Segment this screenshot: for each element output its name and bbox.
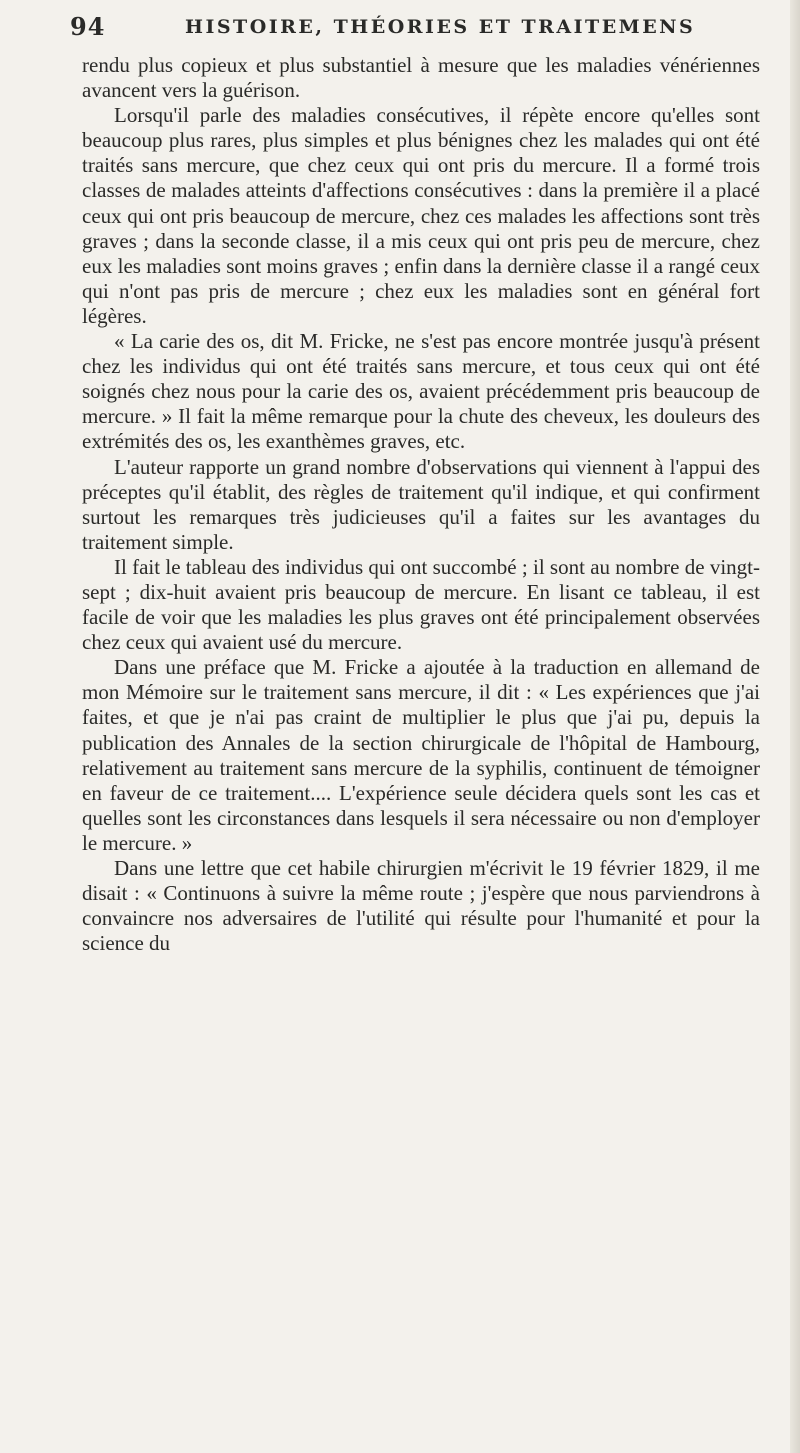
paragraph-1: rendu plus copieux et plus substantiel à mesure que les maladies vénériennes avancent vers la guérison. xyxy=(82,53,760,103)
page-header xyxy=(70,12,760,52)
paragraph-5: Il fait le tableau des individus qui ont succombé ; il sont au nombre de vingt-sept ; dix-huit avaient pris beaucoup de mercure. En lisant ce tableau, il est facile de voir que les maladies les plus graves ont été principalement observées chez ceux qui avaient usé du mercure. xyxy=(82,554,760,655)
paragraph-6: Dans une préface que M. Fricke a ajoutée à la traduction en allemand de mon Mémoire sur le traitement sans mercure, il dit : « Les expériences que j'ai faites, et que je n'ai pas craint de multiplier le plus que j'ai pu, depuis la publication des Annales de la section chirurgicale de l'hôpital de Hambourg, relativement au traitement sans mercure de la syphilis, continuent de témoigner en faveur de ce traitement.... L'expérience seule décidera quels sont les cas et quelles sont les circonstances dans lesquels il sera nécessaire ou non d'employer le mercure. » xyxy=(82,655,760,855)
body-text xyxy=(82,53,760,956)
running-title: HISTOIRE, THÉORIES ET TRAITEMENS xyxy=(185,16,696,38)
page-number: 94 xyxy=(70,12,106,41)
paragraph-2: Lorsqu'il parle des maladies consécutives, il répète encore qu'elles sont beaucoup plus rares, plus simples et plus bénignes chez les malades qui ont été traités sans mercure, que chez ceux qui ont pris du mercure. Il a formé trois classes de malades atteints d'affections consécutives : dans la première il a placé ceux qui ont pris beaucoup de mercure, chez ces malades les affections sont très graves ; dans la seconde classe, il a mis ceux qui ont pris peu de mercure, chez eux les maladies sont moins graves ; enfin dans la dernière classe il a rangé ceux qui n'ont pas pris de mercure ; chez eux les maladies sont en général fort légères. xyxy=(82,103,760,328)
paragraph-7: Dans une lettre que cet habile chirurgien m'écrivit le 19 février 1829, il me disait : « Continuons à suivre la même route ; j'espère que nous parviendrons à convaincre nos adversaires de l'utilité qui résulte pour l'humanité et pour la science du xyxy=(82,856,760,956)
paragraph-3: « La carie des os, dit M. Fricke, ne s'est pas encore montrée jusqu'à présent chez les individus qui ont été traités sans mercure, et tous ceux qui ont été soignés chez nous pour la carie des os, avaient précédemment pris beaucoup de mercure. » Il fait la même remarque pour la chute des cheveux, les douleurs des extrémités des os, les exanthèmes graves, etc. xyxy=(82,329,760,454)
page-edge xyxy=(790,0,800,1453)
paragraph-4: L'auteur rapporte un grand nombre d'observations qui viennent à l'appui des préceptes qu'il établit, des règles de traitement qu'il indique, et qui confirment surtout les remarques très judicieuses qu'il a faites sur les avantages du traitement simple. xyxy=(82,454,760,554)
